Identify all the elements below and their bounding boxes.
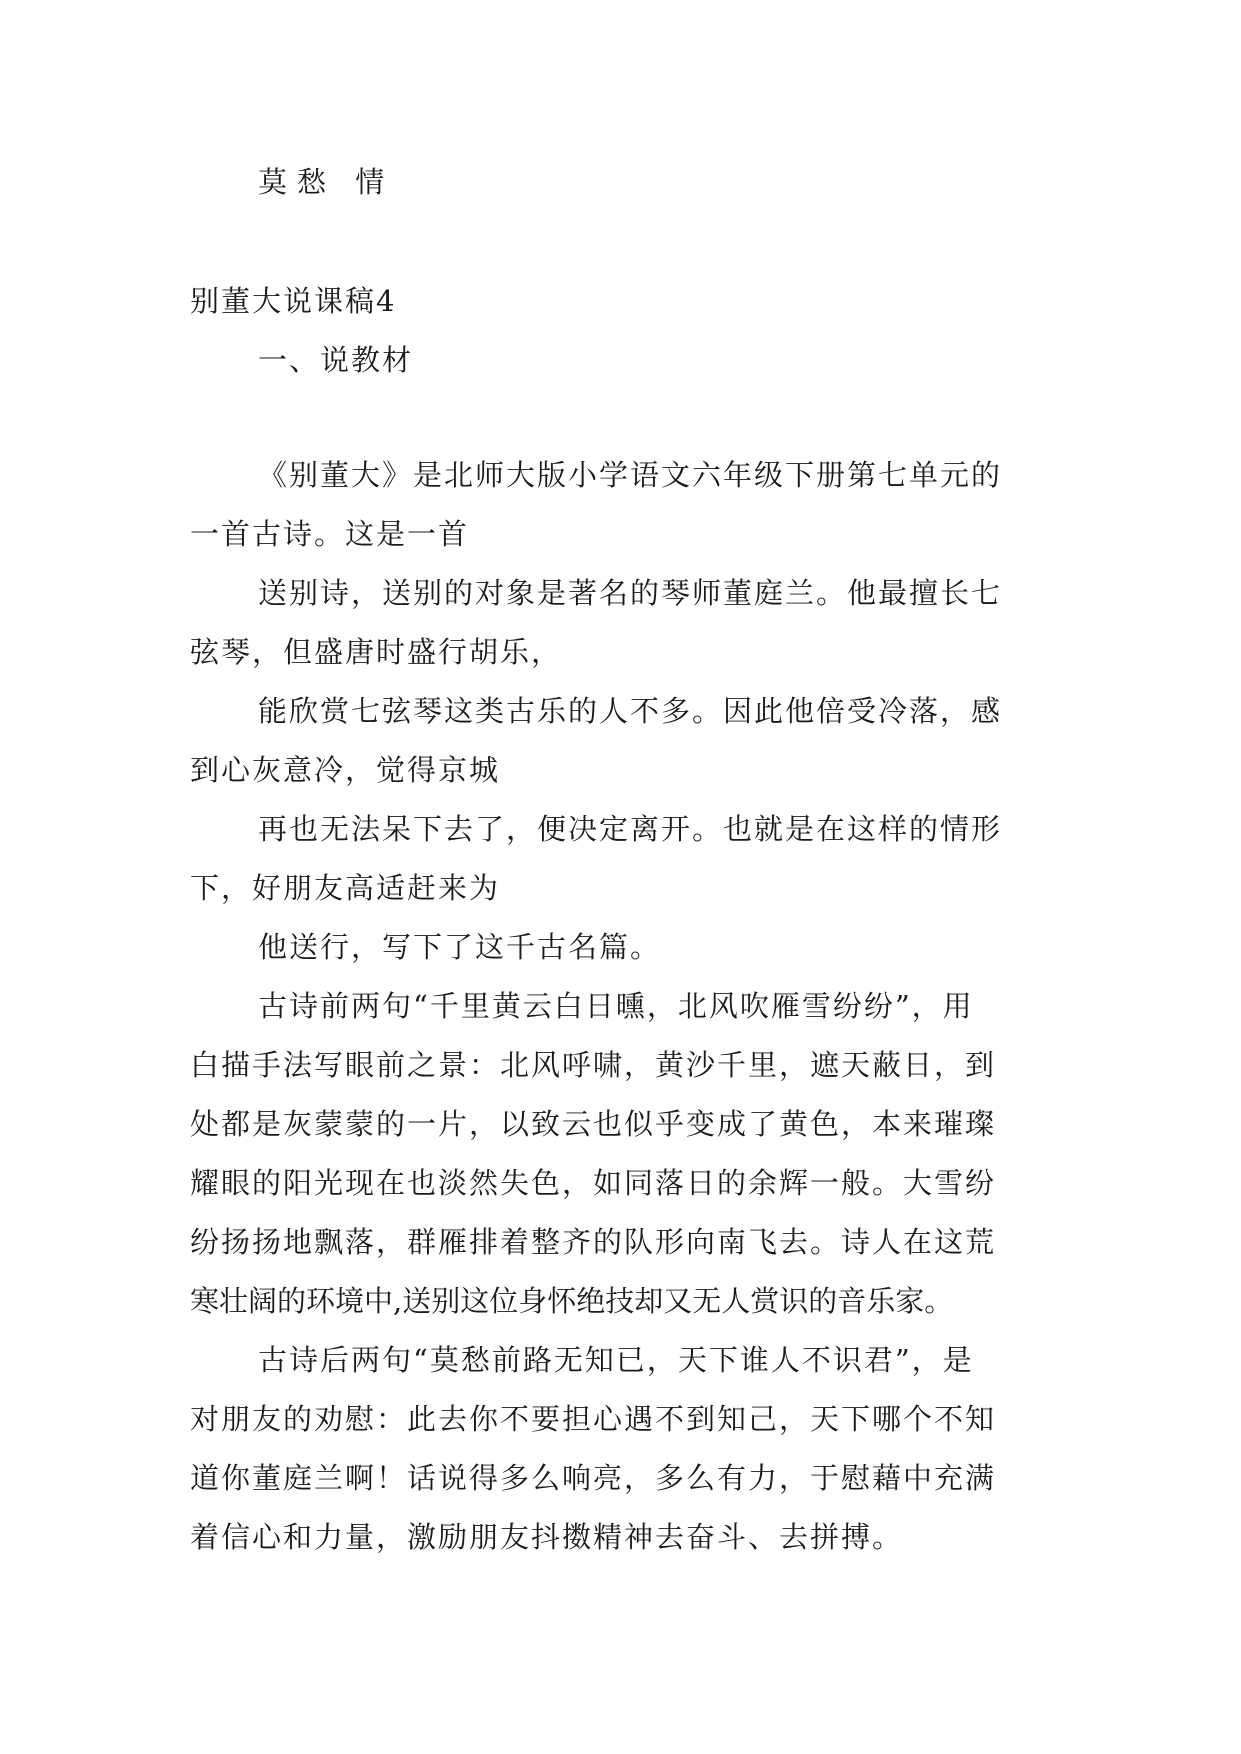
document-title: 别董大说课稿4: [190, 284, 397, 318]
paragraph-line: 能欣赏七弦琴这类古乐的人不多。因此他倍受冷落，感: [258, 694, 1003, 728]
paragraph-line: 一首古诗。这是一首: [190, 517, 470, 551]
paragraph-line: 耀眼的阳光现在也淡然失色，如同落日的余辉一般。大雪纷: [190, 1166, 997, 1200]
paragraph-line: 到心灰意冷，觉得京城: [190, 753, 501, 787]
paragraph-line: 纷扬扬地飘落，群雁排着整齐的队形向南飞去。诗人在这荒: [190, 1225, 997, 1259]
paragraph-line: 下，好朋友高适赶来为: [190, 871, 501, 905]
paragraph-line: 对朋友的劝慰：此去你不要担心遇不到知己，天下哪个不知: [190, 1402, 997, 1436]
paragraph-line: 再也无法呆下去了，便决定离开。也就是在这样的情形: [258, 812, 1003, 846]
paragraph-line: 《别董大》是北师大版小学语文六年级下册第七单元的: [258, 458, 1003, 492]
paragraph-line: 古诗前两句“千里黄云白日曛，北风吹雁雪纷纷”，用: [258, 989, 974, 1023]
paragraph-line: 白描手法写眼前之景：北风呼啸，黄沙千里，遮天蔽日，到: [190, 1048, 997, 1082]
section-heading: 一、说教材: [258, 343, 414, 377]
paragraph-line: 弦琴，但盛唐时盛行胡乐，: [190, 635, 563, 669]
paragraph-line: 寒壮阔的环境中,送别这位身怀绝技却又无人赏识的音乐家。: [190, 1284, 954, 1318]
paragraph-line: 处都是灰蒙蒙的一片，以致云也似乎变成了黄色，本来璀璨: [190, 1107, 997, 1141]
paragraph-line: 着信心和力量，激励朋友抖擞精神去奋斗、去拼搏。: [190, 1520, 904, 1554]
paragraph-line: 古诗后两句“莫愁前路无知已，天下谁人不识君”，是: [258, 1343, 974, 1377]
paragraph-line: 送别诗，送别的对象是著名的琴师董庭兰。他最擅长七: [258, 576, 1003, 610]
fragment-top: 莫愁 情: [258, 165, 395, 199]
paragraph-line: 道你董庭兰啊！话说得多么响亮，多么有力，于慰藉中充满: [190, 1461, 997, 1495]
paragraph-line: 他送行，写下了这千古名篇。: [258, 930, 662, 964]
